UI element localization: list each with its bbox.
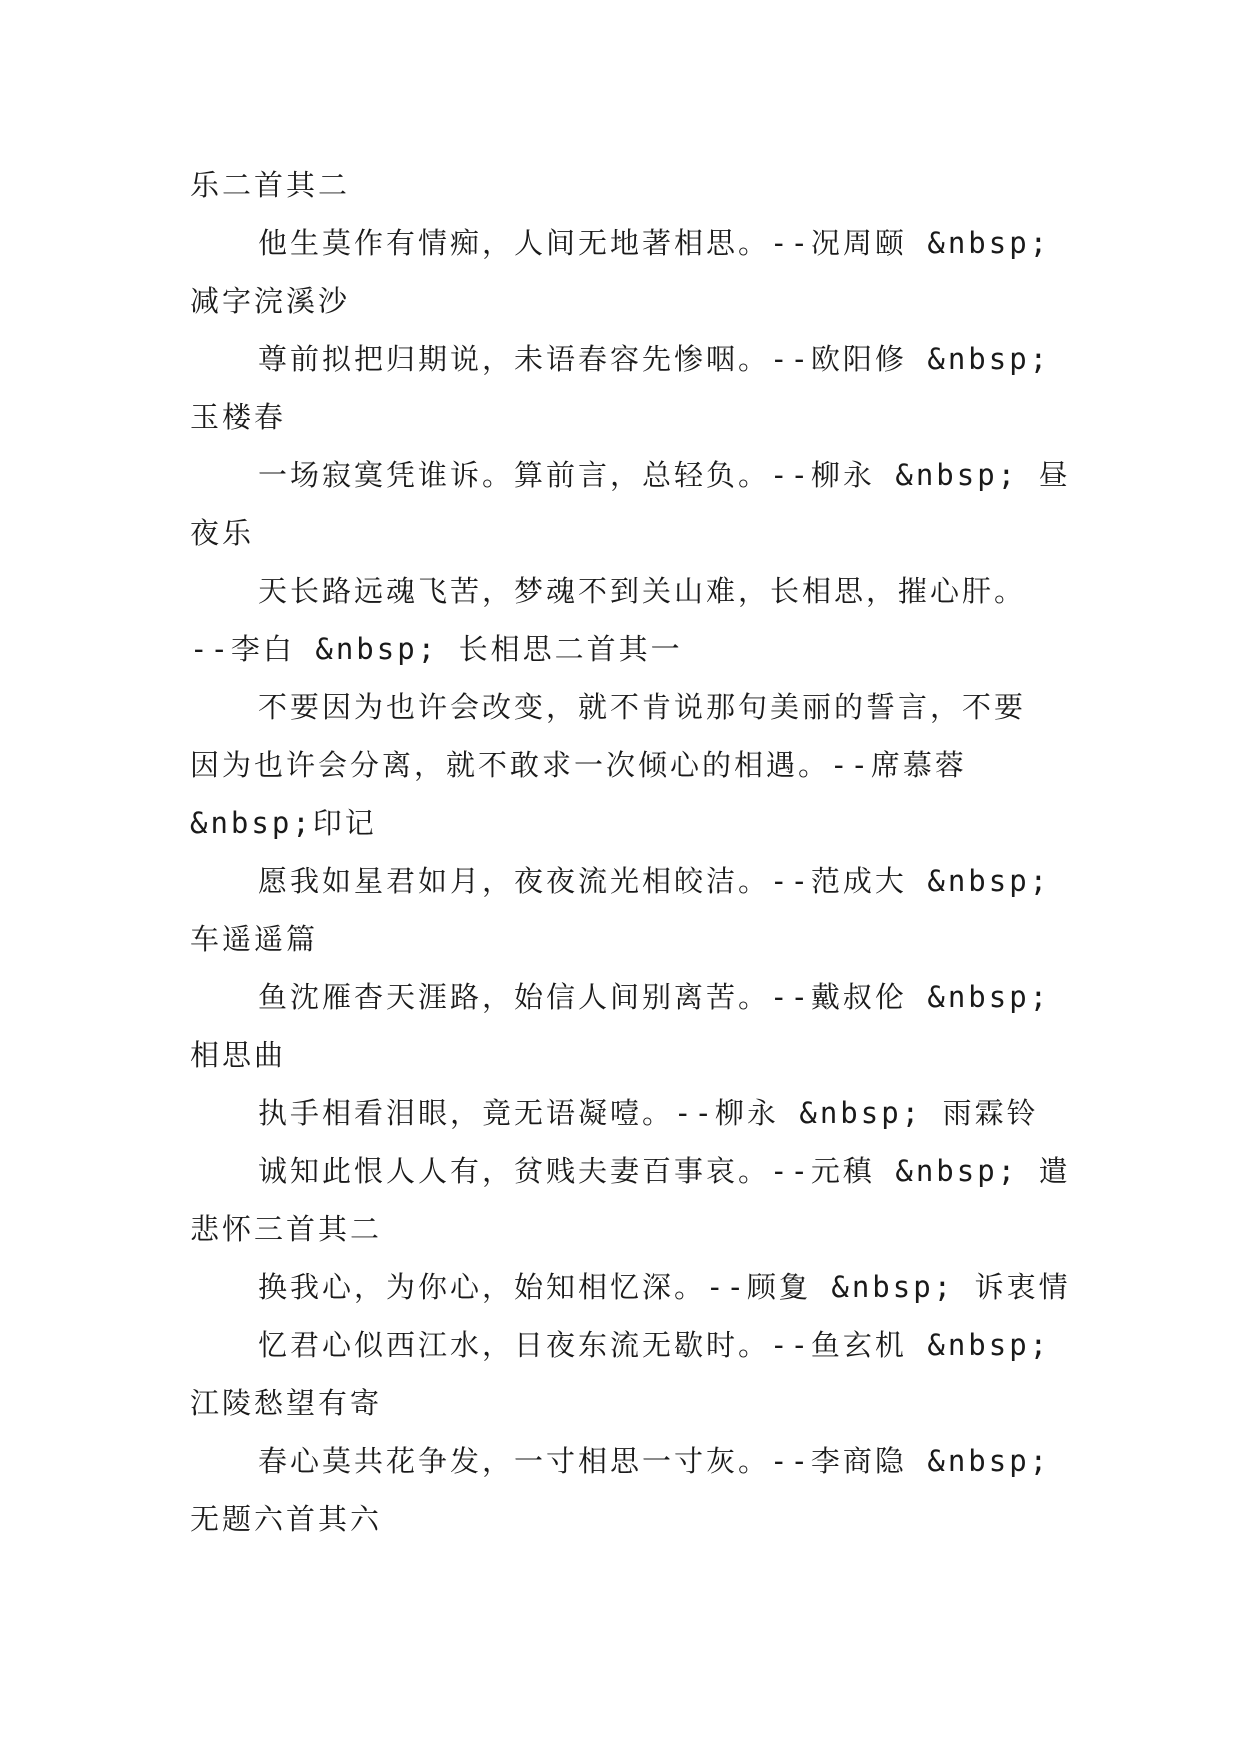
poem-text-block <box>190 156 1070 1548</box>
text-line: 江陵愁望有寄 <box>190 1386 383 1420</box>
text-line: 尊前拟把归期说，未语春容先惨咽。--欧阳修 &nbsp; <box>258 342 1051 376</box>
text-line: 他生莫作有情痴，人间无地著相思。--况周颐 &nbsp; <box>258 226 1051 260</box>
text-line: 忆君心似西江水，日夜东流无歇时。--鱼玄机 &nbsp; <box>258 1328 1051 1362</box>
text-line: 相思曲 <box>190 1038 287 1072</box>
text-line: 诚知此恨人人有，贫贱夫妻百事哀。--元稹 &nbsp; 遣 <box>258 1154 1071 1188</box>
text-line: 玉楼春 <box>190 400 287 434</box>
text-line: 不要因为也许会改变，就不肯说那句美丽的誓言，不要 <box>258 690 1027 724</box>
text-line: 春心莫共花争发，一寸相思一寸灰。--李商隐 &nbsp; <box>258 1444 1051 1478</box>
text-line: &nbsp;印记 <box>190 806 377 840</box>
text-line: 一场寂寞凭谁诉。算前言，总轻负。--柳永 &nbsp; 昼 <box>258 458 1071 492</box>
text-line: 执手相看泪眼，竟无语凝噎。--柳永 &nbsp; 雨霖铃 <box>258 1096 1039 1130</box>
text-line: 愿我如星君如月，夜夜流光相皎洁。--范成大 &nbsp; <box>258 864 1051 898</box>
text-line: 天长路远魂飞苦，梦魂不到关山难，长相思，摧心肝。 <box>258 574 1027 608</box>
text-line: 无题六首其六 <box>190 1502 383 1536</box>
text-line: 车遥遥篇 <box>190 922 319 956</box>
text-line: 悲怀三首其二 <box>190 1212 383 1246</box>
text-line: 乐二首其二 <box>190 168 351 202</box>
text-line: 因为也许会分离，就不敢求一次倾心的相遇。--席慕蓉 <box>190 748 967 782</box>
text-line: 鱼沈雁杳天涯路，始信人间别离苦。--戴叔伦 &nbsp; <box>258 980 1051 1014</box>
text-line: --李白 &nbsp; 长相思二首其一 <box>190 632 683 666</box>
text-line: 减字浣溪沙 <box>190 284 351 318</box>
text-line: 换我心，为你心，始知相忆深。--顾夐 &nbsp; 诉衷情 <box>258 1270 1071 1304</box>
text-line: 夜乐 <box>190 516 255 550</box>
